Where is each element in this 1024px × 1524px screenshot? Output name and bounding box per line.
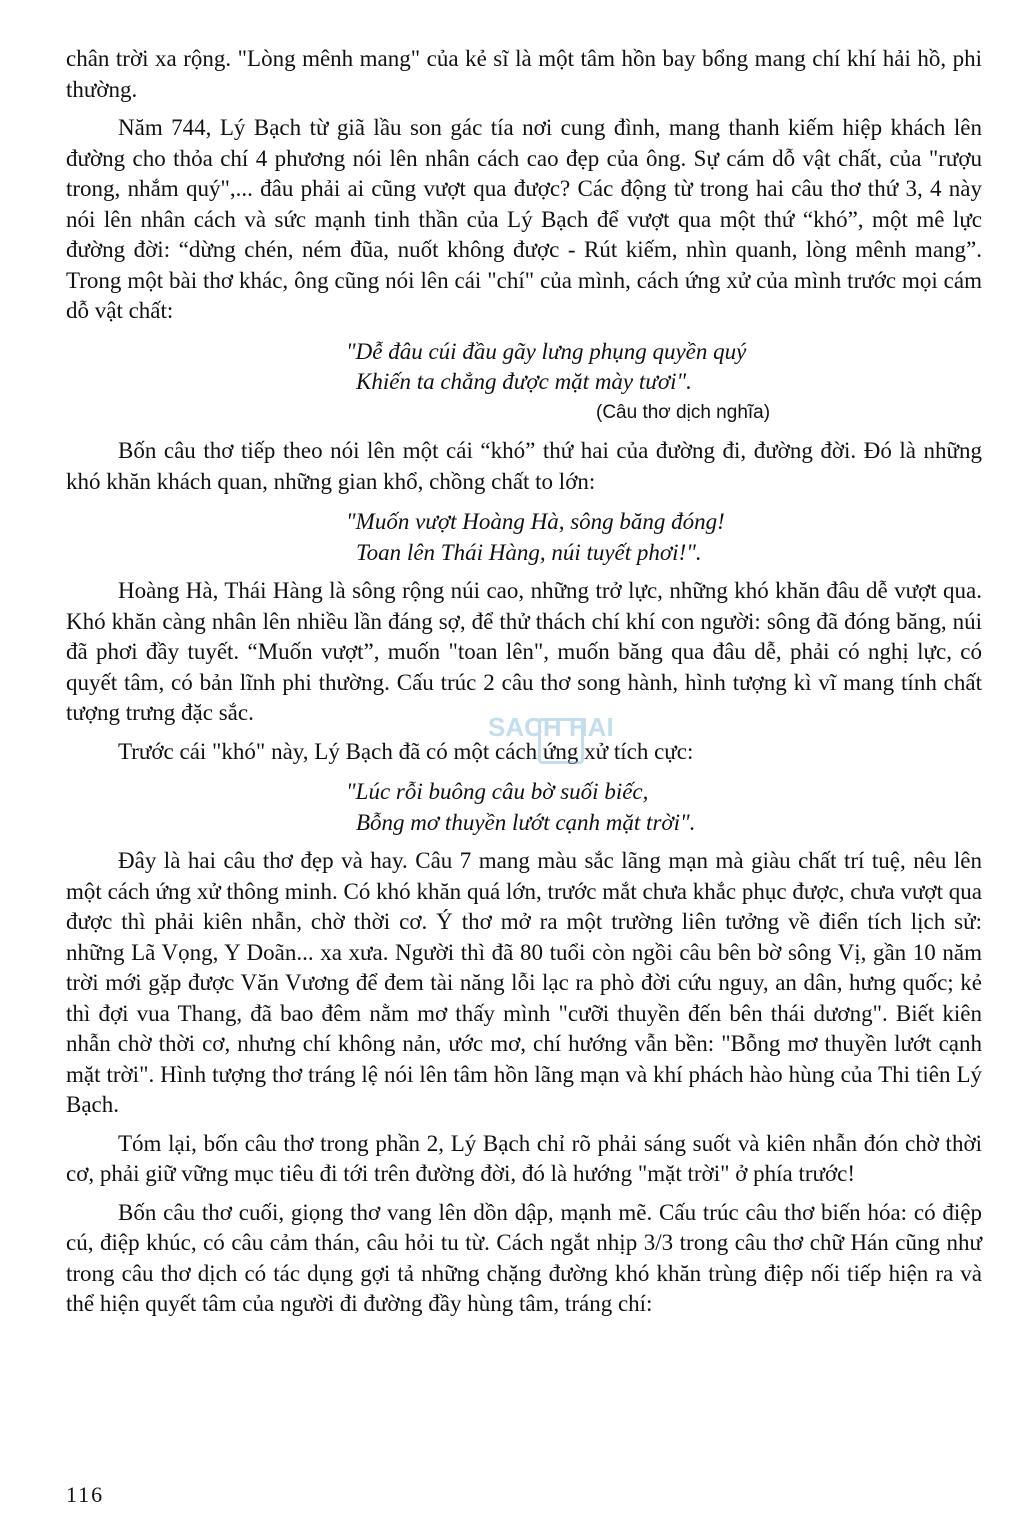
- paragraph-2: Năm 744, Lý Bạch từ giã lầu son gác tía nơi cung đình, mang thanh kiếm hiệp khách lên đường cho thỏa chí 4 phương nói lên nhân cách cao đẹp của ông. Sự cám dỗ vật chất, của "rượu trong, nhắm quý",... đâu phải ai cũng vượt qua được? Các động từ trong hai câu thơ thứ 3, 4 này nói lên nhân cách và sức mạnh tinh thần của Lý Bạch để vượt qua một thứ “khó”, một mê lực đường đời: “dừng chén, ném đũa, nuốt không được - Rút kiếm, nhìn quanh, lòng mênh mang”. Trong một bài thơ khác, ông cũng nói lên cái "chí" của mình, cách ứng xử của mình trước mọi cám dỗ vật chất:: [66, 115, 982, 323]
- paragraph-8: Bốn câu thơ cuối, giọng thơ vang lên dồn dập, mạnh mẽ. Cấu trúc câu thơ biến hóa: có điệp cú, điệp khúc, có câu cảm thán, câu hỏi tu từ. Cách ngắt nhịp 3/3 trong câu thơ chữ Hán cũng như trong câu thơ dịch có tác dụng gợi tả những chặng đường khó khăn trùng điệp nối tiếp hiện ra và thể hiện quyết tâm của người đi đường đầy hùng tâm, tráng chí:: [66, 1199, 982, 1316]
- poem-line: "Lúc rỗi buông câu bờ suối biếc,: [346, 779, 649, 804]
- poem-quote-2: [66, 507, 982, 568]
- poem-line: "Muốn vượt Hoàng Hà, sông băng đóng!: [346, 509, 725, 534]
- poem-line: Toan lên Thái Hàng, núi tuyết phơi!".: [356, 539, 702, 565]
- watermark-box-icon: [538, 718, 584, 764]
- poem-quote-1: [66, 337, 982, 429]
- page-body: [66, 44, 982, 1320]
- paragraph-7: Tóm lại, bốn câu thơ trong phần 2, Lý Bạch chỉ rõ phải sáng suốt và kiên nhẫn đón chờ thời cơ, phải giữ vững mục tiêu đi tới trên đường đời, đó là hướng "mặt trời" ở phía trước!: [66, 1130, 982, 1186]
- paragraph-6: Đây là hai câu thơ đẹp và hay. Câu 7 mang màu sắc lãng mạn mà giàu chất trí tuệ, nêu lên một cách ứng xử thông minh. Có khó khăn quá lớn, trước mắt chưa khắc phục được, chưa vượt qua được thì phải kiên nhẫn, chờ thời cơ. Ý thơ mở ra một trường liên tưởng về điển tích lịch sử: những Lã Vọng, Y Doãn... xa xưa. Người thì đã 80 tuổi còn ngồi câu bên bờ sông Vị, gần 10 năm trời mới gặp được Văn Vương để đem tài năng lỗi lạc ra phò đời cứu nguy, an dân, hưng quốc; kẻ thì đợi vua Thang, đã bao đêm nằm mơ thấy mình "cưỡi thuyền đến bên thái dương". Biết kiên nhẫn chờ thời cơ, nhưng chí không nản, ước mơ, chí hướng vẫn bền: "Bỗng mơ thuyền lướt cạnh mặt trời". Hình tượng thơ tráng lệ nói lên tâm hồn lãng mạn và khí phách hào hùng của Thi tiên Lý Bạch.: [66, 848, 982, 1117]
- paragraph-1: chân trời xa rộng. "Lòng mênh mang" của kẻ sĩ là một tâm hồn bay bổng mang chí khí hải hồ, phi thường.: [66, 46, 982, 102]
- page-number: 116: [66, 1482, 105, 1507]
- poem-line: "Dễ đâu cúi đầu gãy lưng phụng quyền quý: [346, 338, 747, 364]
- poem-quote-3: [66, 777, 982, 838]
- poem-line: Khiến ta chẳng được mặt mày tươi".: [356, 369, 692, 394]
- paragraph-3: Bốn câu thơ tiếp theo nói lên một cái “khó” thứ hai của đường đi, đường đời. Đó là những khó khăn khách quan, những gian khổ, chồng chất to lớn:: [66, 438, 982, 494]
- paragraph-5: Trước cái "khó" này, Lý Bạch đã có một cách ứng xử tích cực:: [118, 738, 694, 764]
- poem-line: Bỗng mơ thuyền lướt cạnh mặt trời".: [356, 809, 696, 835]
- watermark-logo: [488, 712, 638, 772]
- paragraph-4: Hoàng Hà, Thái Hàng là sông rộng núi cao, những trở lực, những khó khăn đâu dễ vượt qua. Khó khăn càng nhân lên nhiều lần đáng sợ, để thử thách chí khí con người: sông đã đóng băng, núi đã phơi đầy tuyết. “Muốn vượt”, muốn "toan lên", muốn băng qua đâu dễ, phải có nghị lực, có quyết tâm, có bản lĩnh phi thường. Cấu trúc 2 câu thơ song hành, hình tượng kì vĩ mang tính chất tượng trưng đặc sắc.: [66, 578, 982, 725]
- translation-note: (Câu thơ dịch nghĩa): [596, 401, 771, 423]
- watermark-text: SACH HAI: [488, 712, 614, 742]
